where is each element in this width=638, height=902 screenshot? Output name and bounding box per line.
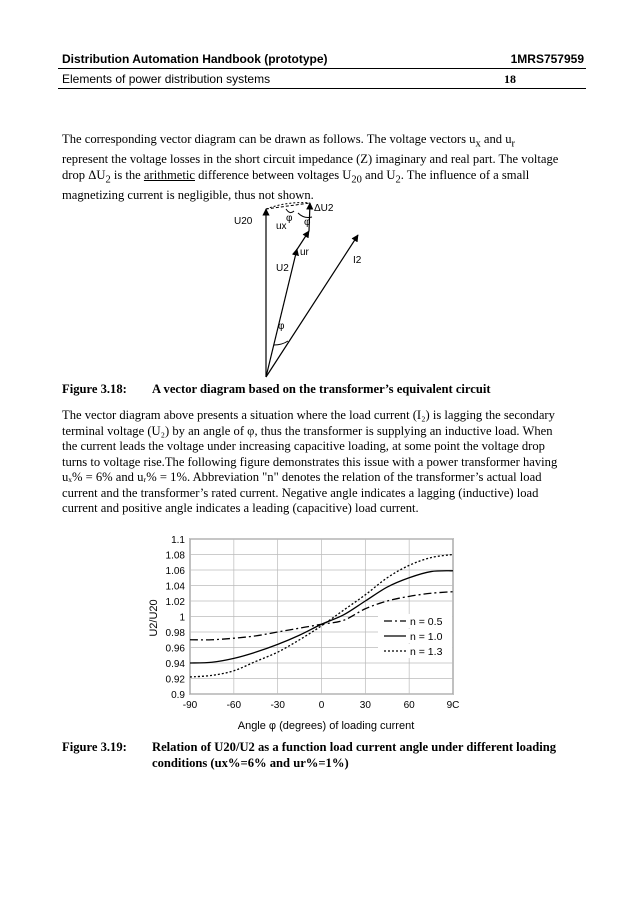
header-top-row (62, 52, 584, 66)
label-i2: I2 (353, 255, 362, 266)
x-tick-label: -30 (270, 700, 285, 711)
label-ux: ux (276, 221, 287, 232)
x-tick-label: 0 (318, 700, 325, 711)
x-tick-label: 9C (446, 700, 460, 711)
label-ur: ur (300, 247, 309, 258)
y-tick-label: 1.04 (165, 581, 185, 593)
legend-label-1: n = 0.5 (410, 616, 443, 628)
label-phi-bottom: φ (278, 321, 285, 332)
y-tick-label: 1 (179, 612, 185, 624)
y-tick-label: 1.06 (165, 566, 185, 577)
legend-label-3: n = 1.3 (410, 646, 443, 658)
header-rule (58, 88, 586, 89)
header-bottom-row (62, 72, 584, 86)
voltage-ratio-chart (140, 534, 460, 734)
document-id: 1MRS757959 (510, 52, 584, 66)
y-tick-label: 0.98 (165, 628, 185, 639)
intro-paragraph: The corresponding vector diagram can be drawn as follows. The voltage vectors $u_x$ and $u_r$ represent the voltage losses in the short circuit impedance (Z) imaginary and real part. The voltage drop $\Delta U_2$ is the arithmetic difference between voltages $U_{20}$ and $U_2$. The influence of a small magnetizing current is negligible, thus not shown. (62, 132, 559, 202)
label-u20: U20 (234, 216, 253, 227)
header-divider (58, 68, 586, 69)
label-delta-u2: ΔU2 (314, 203, 334, 214)
page-number: 18 (504, 72, 516, 86)
figure-3-18-text: A vector diagram based on the transformer’s equivalent circuit (152, 382, 491, 396)
handbook-title: Distribution Automation Handbook (prototype) (62, 52, 328, 66)
dashed-construction (266, 203, 310, 209)
y-tick-label: 0.9 (171, 690, 185, 701)
vector-diagram (200, 195, 380, 380)
vector-i2 (266, 235, 358, 377)
legend-label-2: n = 1.0 (410, 631, 443, 643)
x-axis-label: Angle φ (degrees) of loading current (237, 720, 415, 732)
y-tick-label: 1.1 (171, 535, 185, 546)
x-tick-label: 30 (359, 700, 371, 711)
figure-3-19-text: Relation of U20/U2 as a function load current angle under different loading conditions (ux%=6% and ur%=1%) (152, 740, 557, 770)
x-tick-label: 60 (403, 700, 415, 711)
y-tick-label: 1.02 (165, 597, 185, 608)
y-tick-label: 0.96 (165, 643, 185, 655)
x-tick-label: -60 (226, 700, 242, 711)
x-tick-label: -90 (182, 700, 198, 711)
label-phi-left: φ (286, 213, 293, 224)
figure-3-18-label: Figure 3.18: (62, 382, 127, 396)
label-u2: U2 (276, 263, 289, 274)
section-title: Elements of power distribution systems (62, 72, 271, 86)
body-paragraph: The vector diagram above presents a situation where the load current (I₂) is lagging the secondary terminal voltage (U₂) by an angle of φ, thus the transformer is supplying an inductive load. When the current leads the voltage under increasing capacitive loading, at some point the voltage drop turns to voltage rise.The following figure demonstrates this issue with a power transformer having uₓ% = 6% and uᵣ% = 1%. Abbreviation "n" denotes the relation of the transformer’s actual load current and the transformer’s rated current. Negative angle indicates a lagging (inductive) load current and positive angle indicates a leading (capacitive) load current. (62, 408, 558, 515)
angle-arc-bottom (274, 341, 288, 345)
label-phi-right: φ (304, 217, 311, 228)
y-tick-label: 0.92 (165, 674, 185, 686)
figure-3-19-label: Figure 3.19: (62, 740, 127, 754)
y-tick-label: 1.08 (165, 550, 185, 562)
y-axis-label: U2/U20 (148, 599, 160, 637)
y-tick-label: 0.94 (165, 659, 185, 670)
